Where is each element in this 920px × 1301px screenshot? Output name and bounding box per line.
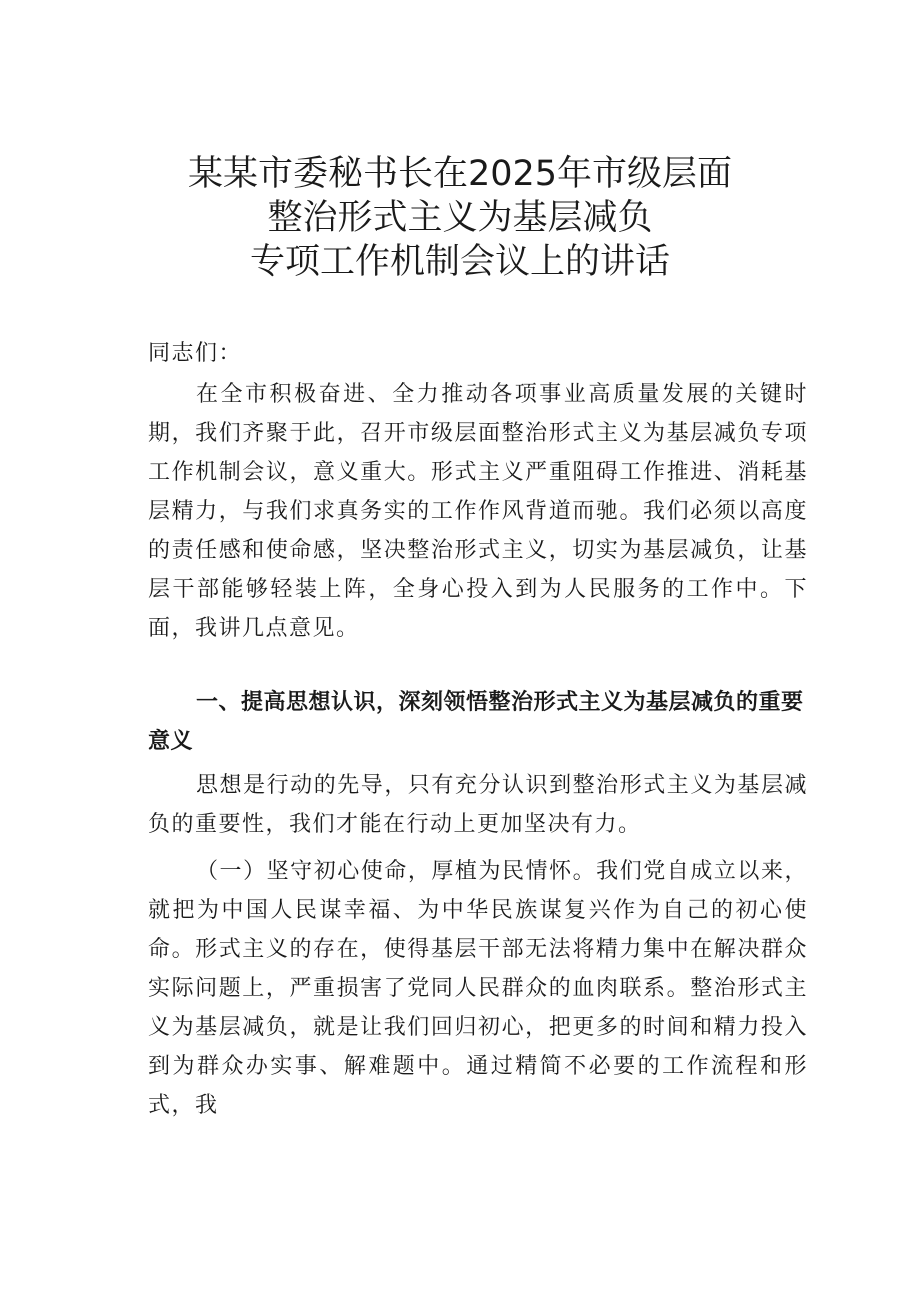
title-line-1: 某某市委秘书长在2025年市级层面: [187, 154, 733, 194]
section1-intro-paragraph: 思想是行动的先导，只有充分认识到整治形式主义为基层减负的重要性，我们才能在行动上更加坚决有力。: [148, 773, 808, 837]
section-heading-1: 一、提高思想认识，深刻领悟整治形式主义为基层减负的重要意义: [148, 690, 804, 754]
greeting: 同志们：: [148, 341, 243, 366]
title-line-2: 整治形式主义为基层减负: [267, 198, 653, 238]
document-title: [0, 152, 920, 284]
title-line-3: 专项工作机制会议上的讲话: [249, 242, 670, 282]
section1-point1-paragraph: （一）坚守初心使命，厚植为民情怀。我们党自成立以来，就把为中国人民谋幸福、为中华民族谋复兴作为自己的初心使命。形式主义的存在，使得基层干部无法将精力集中在解决群众实际问题上，严重损害了党同人民群众的血肉联系。整治形式主义为基层减负，就是让我们回归初心，把更多的时间和精力投入到为群众办实事、解难题中。通过精简不必要的工作流程和形式，我: [148, 859, 808, 1118]
intro-paragraph: 在全市积极奋进、全力推动各项事业高质量发展的关键时期，我们齐聚于此，召开市级层面整治形式主义为基层减负专项工作机制会议，意义重大。形式主义严重阻碍工作推进、消耗基层精力，与我们求真务实的工作作风背道而驰。我们必须以高度的责任感和使命感，坚决整治形式主义，切实为基层减负，让基层干部能够轻装上阵，全身心投入到为人民服务的工作中。下面，我讲几点意见。: [148, 382, 808, 641]
